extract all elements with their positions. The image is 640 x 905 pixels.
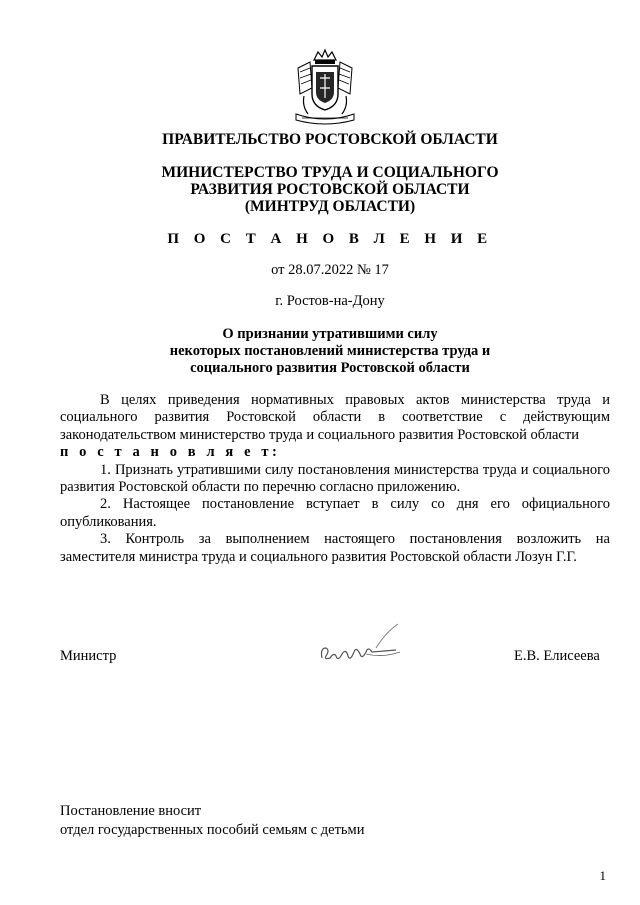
document-type-label: П О С Т А Н О В Л Е Н И Е [167,231,493,247]
footer-line1: Постановление вносит [60,803,202,819]
coat-of-arms-emblem [290,48,360,126]
date-number-line [60,261,600,279]
government-title: ПРАВИТЕЛЬСТВО РОСТОВСКОЙ ОБЛАСТИ [162,131,498,148]
ministry-title-line3: (МИНТРУД ОБЛАСТИ) [244,198,416,215]
ministry-title-line2: РАЗВИТИЯ РОСТОВСКОЙ ОБЛАСТИ [190,181,470,198]
document-footer [60,802,364,840]
page-number: 1 [599,868,606,883]
signatory-position: Министр [60,648,117,664]
item-3-paragraph: 3. Контроль за выполнением настоящего постановления возложить на заместителя министра труда и социального развития Ростовской области Лозун Г.Г. [60,531,610,565]
ministry-heading [60,164,600,215]
government-heading [60,131,600,148]
preamble-paragraph: В целях приведения нормативных правовых актов министерства труда и социального развития Ростовской области в соответствие с действующим законодательством министерство труда и социального развития Ростовской области [60,392,610,443]
decrees-line [60,444,610,461]
item-1-paragraph: 1. Признать утратившими силу постановления министерства труда и социального развития Ростовской области по перечню согласно приложению. [60,461,610,496]
document-city: г. Ростов-на-Дону [275,293,385,309]
city-line [60,292,600,310]
subject-line2: некоторых постановлений министерства труда и [169,343,491,359]
document-date-number: от 28.07.2022 № 17 [271,262,389,278]
document-body [60,392,610,566]
subject-line3: социального развития Ростовской области [190,360,470,376]
ministry-title-line1: МИНИСТЕРСТВО ТРУДА И СОЦИАЛЬНОГО [161,164,499,181]
item-2-paragraph: 2. Настоящее постановление вступает в силу со дня его официального опубликования. [60,496,610,530]
document-subject [60,326,600,377]
subject-line1: О признании утратившими силу [222,326,438,342]
handwritten-signature [316,618,406,670]
signatory-name: Е.В. Елисеева [514,648,600,664]
footer-line2: отдел государственных пособий семьям с детьми [60,822,365,838]
document-type [60,230,600,248]
decrees-word: п о с т а н о в л я е т: [60,444,281,461]
